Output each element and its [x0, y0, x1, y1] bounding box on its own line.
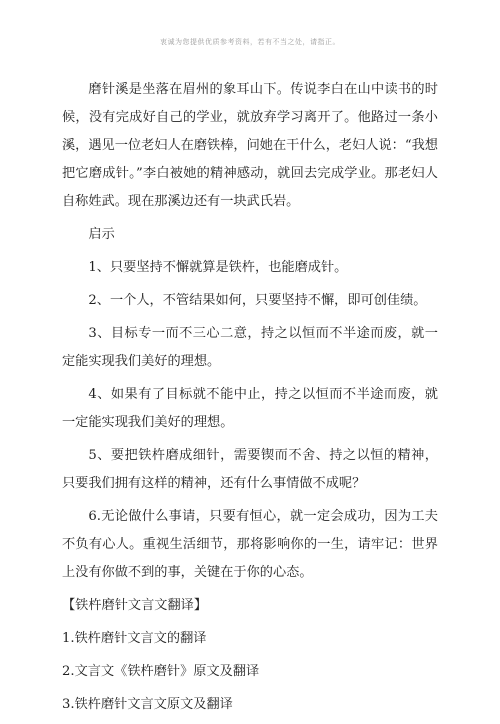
inspiration-item-1: 1、只要坚持不懈就算是铁杵，也能磨成针。: [88, 260, 348, 275]
document-body: [62, 76, 438, 724]
inspiration-item-6: 6.无论做什么事请，只要有恒心，就一定会成功，因为工夫不负有心人。重视生活细节，那将影响你的一生，请牢记：世界上没有你做不到的事，关键在于你的心态。: [62, 509, 438, 580]
toc-item-1[interactable]: 1.铁杵磨针文言文的翻译: [62, 631, 207, 646]
inspiration-item-5: 5、要把铁杵磨成细针，需要锲而不舍、持之以恒的精神，只要我们拥有这样的精神，还有什么事情做不成呢？: [62, 448, 438, 491]
toc-item-3[interactable]: 3.铁杵磨针文言文原文及翻译: [62, 697, 233, 712]
toc-item-2[interactable]: 2.文言文《铁杵磨针》原文及翻译: [62, 664, 260, 679]
inspiration-item-3: 3、目标专一而不三心二意，持之以恒而不半途而废，就一定能实现我们美好的理想。: [62, 326, 438, 369]
toc-title: 【铁杵磨针文言文翻译】: [62, 598, 208, 613]
inspiration-item-2: 2、一个人，不管结果如何，只要坚持不懈，即可创佳绩。: [88, 293, 427, 308]
header-note: 衷诚为您提供优质参考资料，若有不当之处，请指正。: [160, 38, 340, 46]
inspiration-item-4: 4、如果有了目标就不能中止，持之以恒而不半途而废，就一定能实现我们美好的理想。: [62, 387, 438, 430]
story-paragraph: 磨针溪是坐落在眉州的象耳山下。传说李白在山中读书的时候，没有完成好自己的学业，就放弃学习离开了。他路过一条小溪，遇见一位老妇人在磨铁棒，问她在干什么，老妇人说：“我想把它磨成针。”李白被她的精神感动，就回去完成学业。那老妇人自称姓武。现在那溪边还有一块武氏岩。: [62, 82, 438, 209]
inspiration-heading: 启示: [88, 227, 115, 242]
